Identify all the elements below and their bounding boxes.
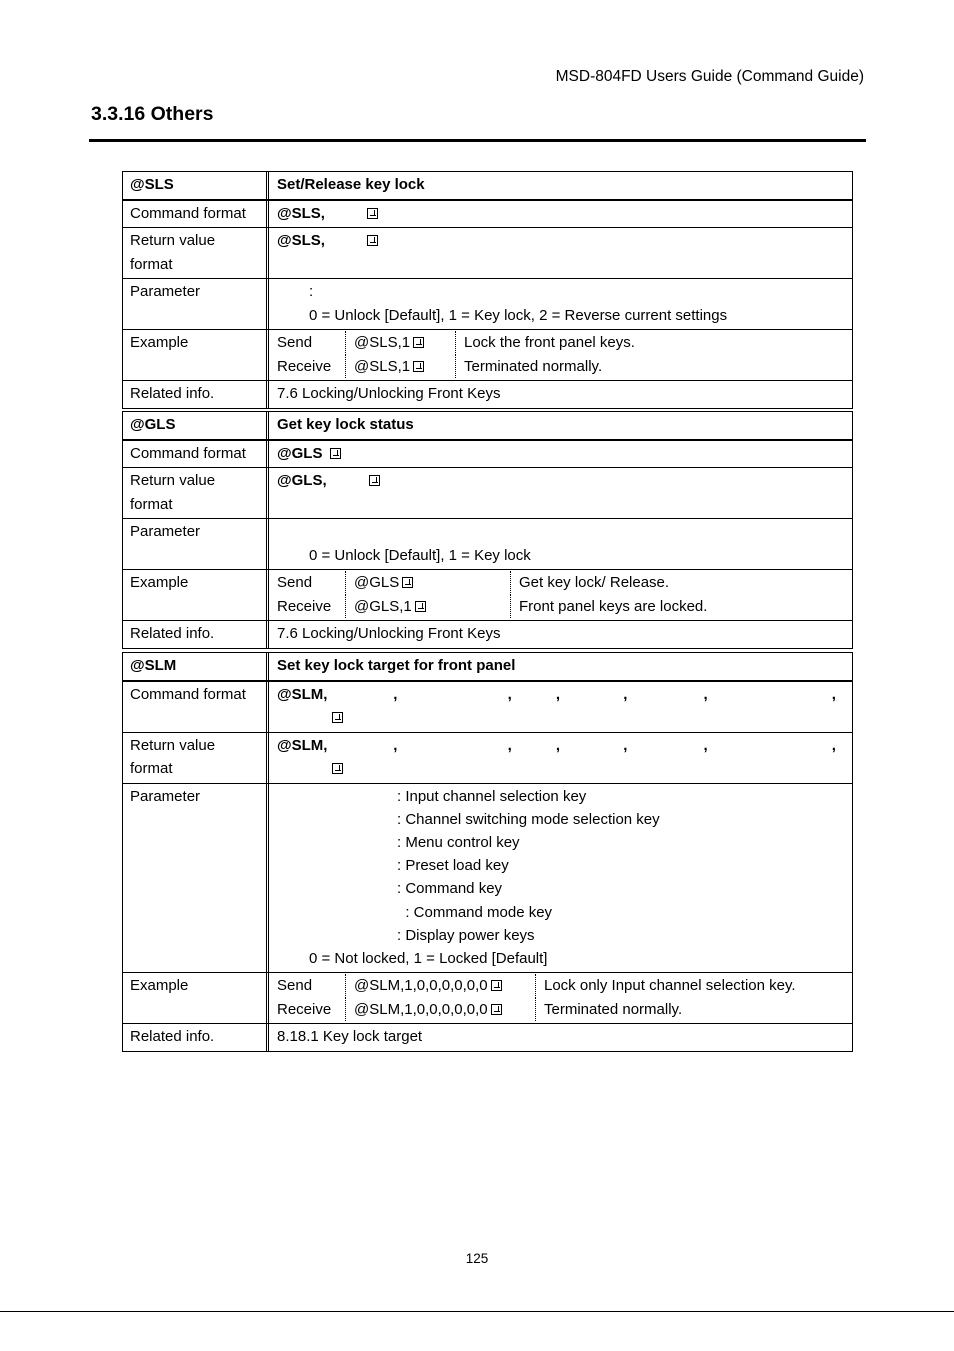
receive-description: Terminated normally. bbox=[455, 355, 602, 379]
parameter-line: : Command key bbox=[397, 880, 503, 898]
command-format-label: Command format bbox=[123, 201, 269, 228]
example-label: Example bbox=[123, 973, 269, 1023]
parameter-colon: : bbox=[309, 283, 314, 300]
parameter-values: 0 = Unlock [Default], 1 = Key lock, 2 = Reverse current settings bbox=[309, 306, 728, 324]
example-receive-line bbox=[277, 355, 844, 379]
parameter-label: Parameter bbox=[123, 519, 269, 569]
send-command-text: @GLS bbox=[354, 574, 400, 591]
receive-command bbox=[345, 595, 510, 619]
return-value-row bbox=[123, 732, 852, 783]
return-value-label bbox=[123, 468, 269, 518]
table-header-row bbox=[123, 412, 852, 440]
command-format-line2 bbox=[277, 706, 844, 730]
bottom-rule bbox=[0, 1311, 954, 1312]
parameter-line: : Channel switching mode selection key bbox=[397, 810, 660, 828]
command-title: Set key lock target for front panel bbox=[277, 657, 516, 674]
receive-command bbox=[345, 998, 535, 1022]
example-receive-line bbox=[277, 998, 844, 1022]
send-command bbox=[345, 331, 455, 355]
command-name: @SLM bbox=[123, 653, 269, 680]
command-table-slm bbox=[122, 652, 853, 1052]
receive-command-text: @GLS,1 bbox=[354, 597, 412, 615]
example-row bbox=[123, 972, 852, 1023]
parameter-row bbox=[123, 518, 852, 569]
page-number: 125 bbox=[465, 1251, 489, 1266]
format-comma: , bbox=[623, 685, 628, 703]
related-info-label: Related info. bbox=[123, 621, 269, 648]
example-send-line bbox=[277, 974, 844, 998]
parameter-line: : Display power keys bbox=[397, 926, 535, 944]
return-format-text: @SLM, bbox=[277, 736, 328, 754]
command-title: Get key lock status bbox=[277, 416, 414, 433]
send-description: Lock the front panel keys. bbox=[455, 331, 635, 355]
return-value-label-line2: format bbox=[130, 760, 173, 777]
example-value bbox=[269, 570, 852, 620]
return-key-icon bbox=[491, 1004, 502, 1015]
related-info-label: Related info. bbox=[123, 381, 269, 408]
format-comma: , bbox=[393, 736, 398, 754]
return-value-row bbox=[123, 227, 852, 278]
format-comma: , bbox=[507, 736, 512, 754]
command-format-row bbox=[123, 681, 852, 732]
command-title: Set/Release key lock bbox=[277, 176, 425, 193]
example-label: Example bbox=[123, 570, 269, 620]
command-format-text: @SLM, bbox=[277, 685, 328, 703]
format-comma: , bbox=[703, 736, 708, 754]
send-command-text: @SLS,1 bbox=[354, 334, 411, 351]
return-value-label bbox=[123, 733, 269, 783]
parameter-blank-line bbox=[277, 520, 844, 544]
send-command bbox=[345, 571, 510, 595]
command-name: @SLS bbox=[123, 172, 269, 199]
return-key-icon bbox=[367, 235, 378, 246]
table-header-row bbox=[123, 172, 852, 200]
return-format-text: @SLS, bbox=[277, 232, 325, 249]
send-label: Send bbox=[277, 334, 313, 351]
return-key-icon bbox=[402, 577, 413, 588]
receive-description: Terminated normally. bbox=[535, 998, 682, 1022]
return-key-icon bbox=[413, 361, 424, 372]
example-row bbox=[123, 569, 852, 620]
example-value bbox=[269, 330, 852, 380]
parameter-value bbox=[269, 519, 852, 569]
send-command-text: @SLM,1,0,0,0,0,0,0 bbox=[354, 977, 488, 995]
send-command bbox=[345, 974, 535, 998]
format-comma: , bbox=[703, 685, 708, 703]
return-value-format bbox=[269, 733, 852, 783]
return-key-icon bbox=[413, 337, 424, 348]
related-info-row bbox=[123, 620, 852, 648]
parameter-row bbox=[123, 278, 852, 329]
command-table-gls bbox=[122, 411, 853, 649]
return-key-icon bbox=[415, 601, 426, 612]
section-title: 3.3.16 Others bbox=[91, 103, 214, 125]
example-send-line bbox=[277, 571, 844, 595]
command-format-line bbox=[277, 683, 844, 707]
send-label: Send bbox=[277, 977, 313, 995]
return-value-row bbox=[123, 467, 852, 518]
return-value-label bbox=[123, 228, 269, 278]
example-receive-line bbox=[277, 595, 844, 619]
example-label: Example bbox=[123, 330, 269, 380]
format-comma: , bbox=[393, 685, 398, 703]
format-comma: , bbox=[831, 736, 836, 754]
send-description: Get key lock/ Release. bbox=[510, 571, 669, 595]
return-value-label-line1: Return value bbox=[130, 232, 216, 249]
document-header: MSD-804FD Users Guide (Command Guide) bbox=[555, 68, 864, 85]
command-format-value bbox=[269, 682, 852, 732]
return-key-icon bbox=[332, 763, 343, 774]
receive-command bbox=[345, 355, 455, 379]
receive-command-text: @SLM,1,0,0,0,0,0,0 bbox=[354, 1000, 488, 1018]
command-format-label: Command format bbox=[123, 441, 269, 468]
command-format-value bbox=[269, 441, 852, 468]
parameter-value bbox=[269, 279, 852, 329]
example-send-line bbox=[277, 331, 844, 355]
format-comma: , bbox=[623, 736, 628, 754]
parameter-value bbox=[269, 784, 852, 973]
send-description: Lock only Input channel selection key. bbox=[535, 974, 796, 998]
command-format-row bbox=[123, 440, 852, 468]
parameter-label: Parameter bbox=[123, 279, 269, 329]
receive-label: Receive bbox=[277, 1000, 332, 1018]
format-comma: , bbox=[555, 736, 561, 754]
related-info-label: Related info. bbox=[123, 1024, 269, 1051]
command-format-label: Command format bbox=[123, 682, 269, 732]
receive-label: Receive bbox=[277, 357, 332, 375]
format-comma: , bbox=[831, 685, 836, 703]
format-comma: , bbox=[555, 685, 561, 703]
receive-description: Front panel keys are locked. bbox=[510, 595, 707, 619]
return-value-format bbox=[269, 228, 852, 278]
parameter-row bbox=[123, 783, 852, 973]
return-format-text: @GLS, bbox=[277, 472, 327, 489]
parameter-line: : Menu control key bbox=[397, 833, 520, 851]
table-header-row bbox=[123, 653, 852, 681]
command-format-text: @GLS bbox=[277, 444, 323, 462]
return-format-line bbox=[277, 734, 844, 758]
return-value-label-line1: Return value bbox=[130, 472, 216, 489]
return-format-line2 bbox=[277, 757, 844, 781]
return-value-format bbox=[269, 468, 852, 518]
receive-command-text: @SLS,1 bbox=[354, 357, 411, 375]
send-label: Send bbox=[277, 574, 313, 591]
parameter-values: 0 = Not locked, 1 = Locked [Default] bbox=[309, 949, 548, 967]
parameter-values: 0 = Unlock [Default], 1 = Key lock bbox=[309, 546, 531, 564]
return-key-icon bbox=[369, 475, 380, 486]
command-format-text: @SLS, bbox=[277, 204, 325, 222]
example-value bbox=[269, 973, 852, 1023]
command-format-value bbox=[269, 201, 852, 228]
related-info-value: 8.18.1 Key lock target bbox=[277, 1028, 423, 1046]
receive-label: Receive bbox=[277, 597, 332, 615]
parameter-line: : Preset load key bbox=[397, 857, 509, 875]
format-comma: , bbox=[507, 685, 512, 703]
parameter-line: : Input channel selection key bbox=[397, 787, 587, 805]
related-info-value: 7.6 Locking/Unlocking Front Keys bbox=[277, 385, 501, 402]
related-info-row bbox=[123, 1023, 852, 1051]
return-key-icon bbox=[330, 448, 341, 459]
return-value-label-line1: Return value bbox=[130, 736, 216, 754]
command-table-sls bbox=[122, 171, 853, 409]
parameter-line: : Command mode key bbox=[397, 903, 553, 921]
title-rule bbox=[89, 139, 866, 142]
example-row bbox=[123, 329, 852, 380]
return-key-icon bbox=[332, 712, 343, 723]
return-value-label-line2: format bbox=[130, 495, 173, 513]
related-info-row bbox=[123, 380, 852, 408]
parameter-label: Parameter bbox=[123, 784, 269, 973]
return-key-icon bbox=[491, 980, 502, 991]
return-value-label-line2: format bbox=[130, 255, 173, 273]
command-format-row bbox=[123, 200, 852, 228]
command-name: @GLS bbox=[123, 412, 269, 439]
return-key-icon bbox=[367, 208, 378, 219]
related-info-value: 7.6 Locking/Unlocking Front Keys bbox=[277, 625, 501, 642]
